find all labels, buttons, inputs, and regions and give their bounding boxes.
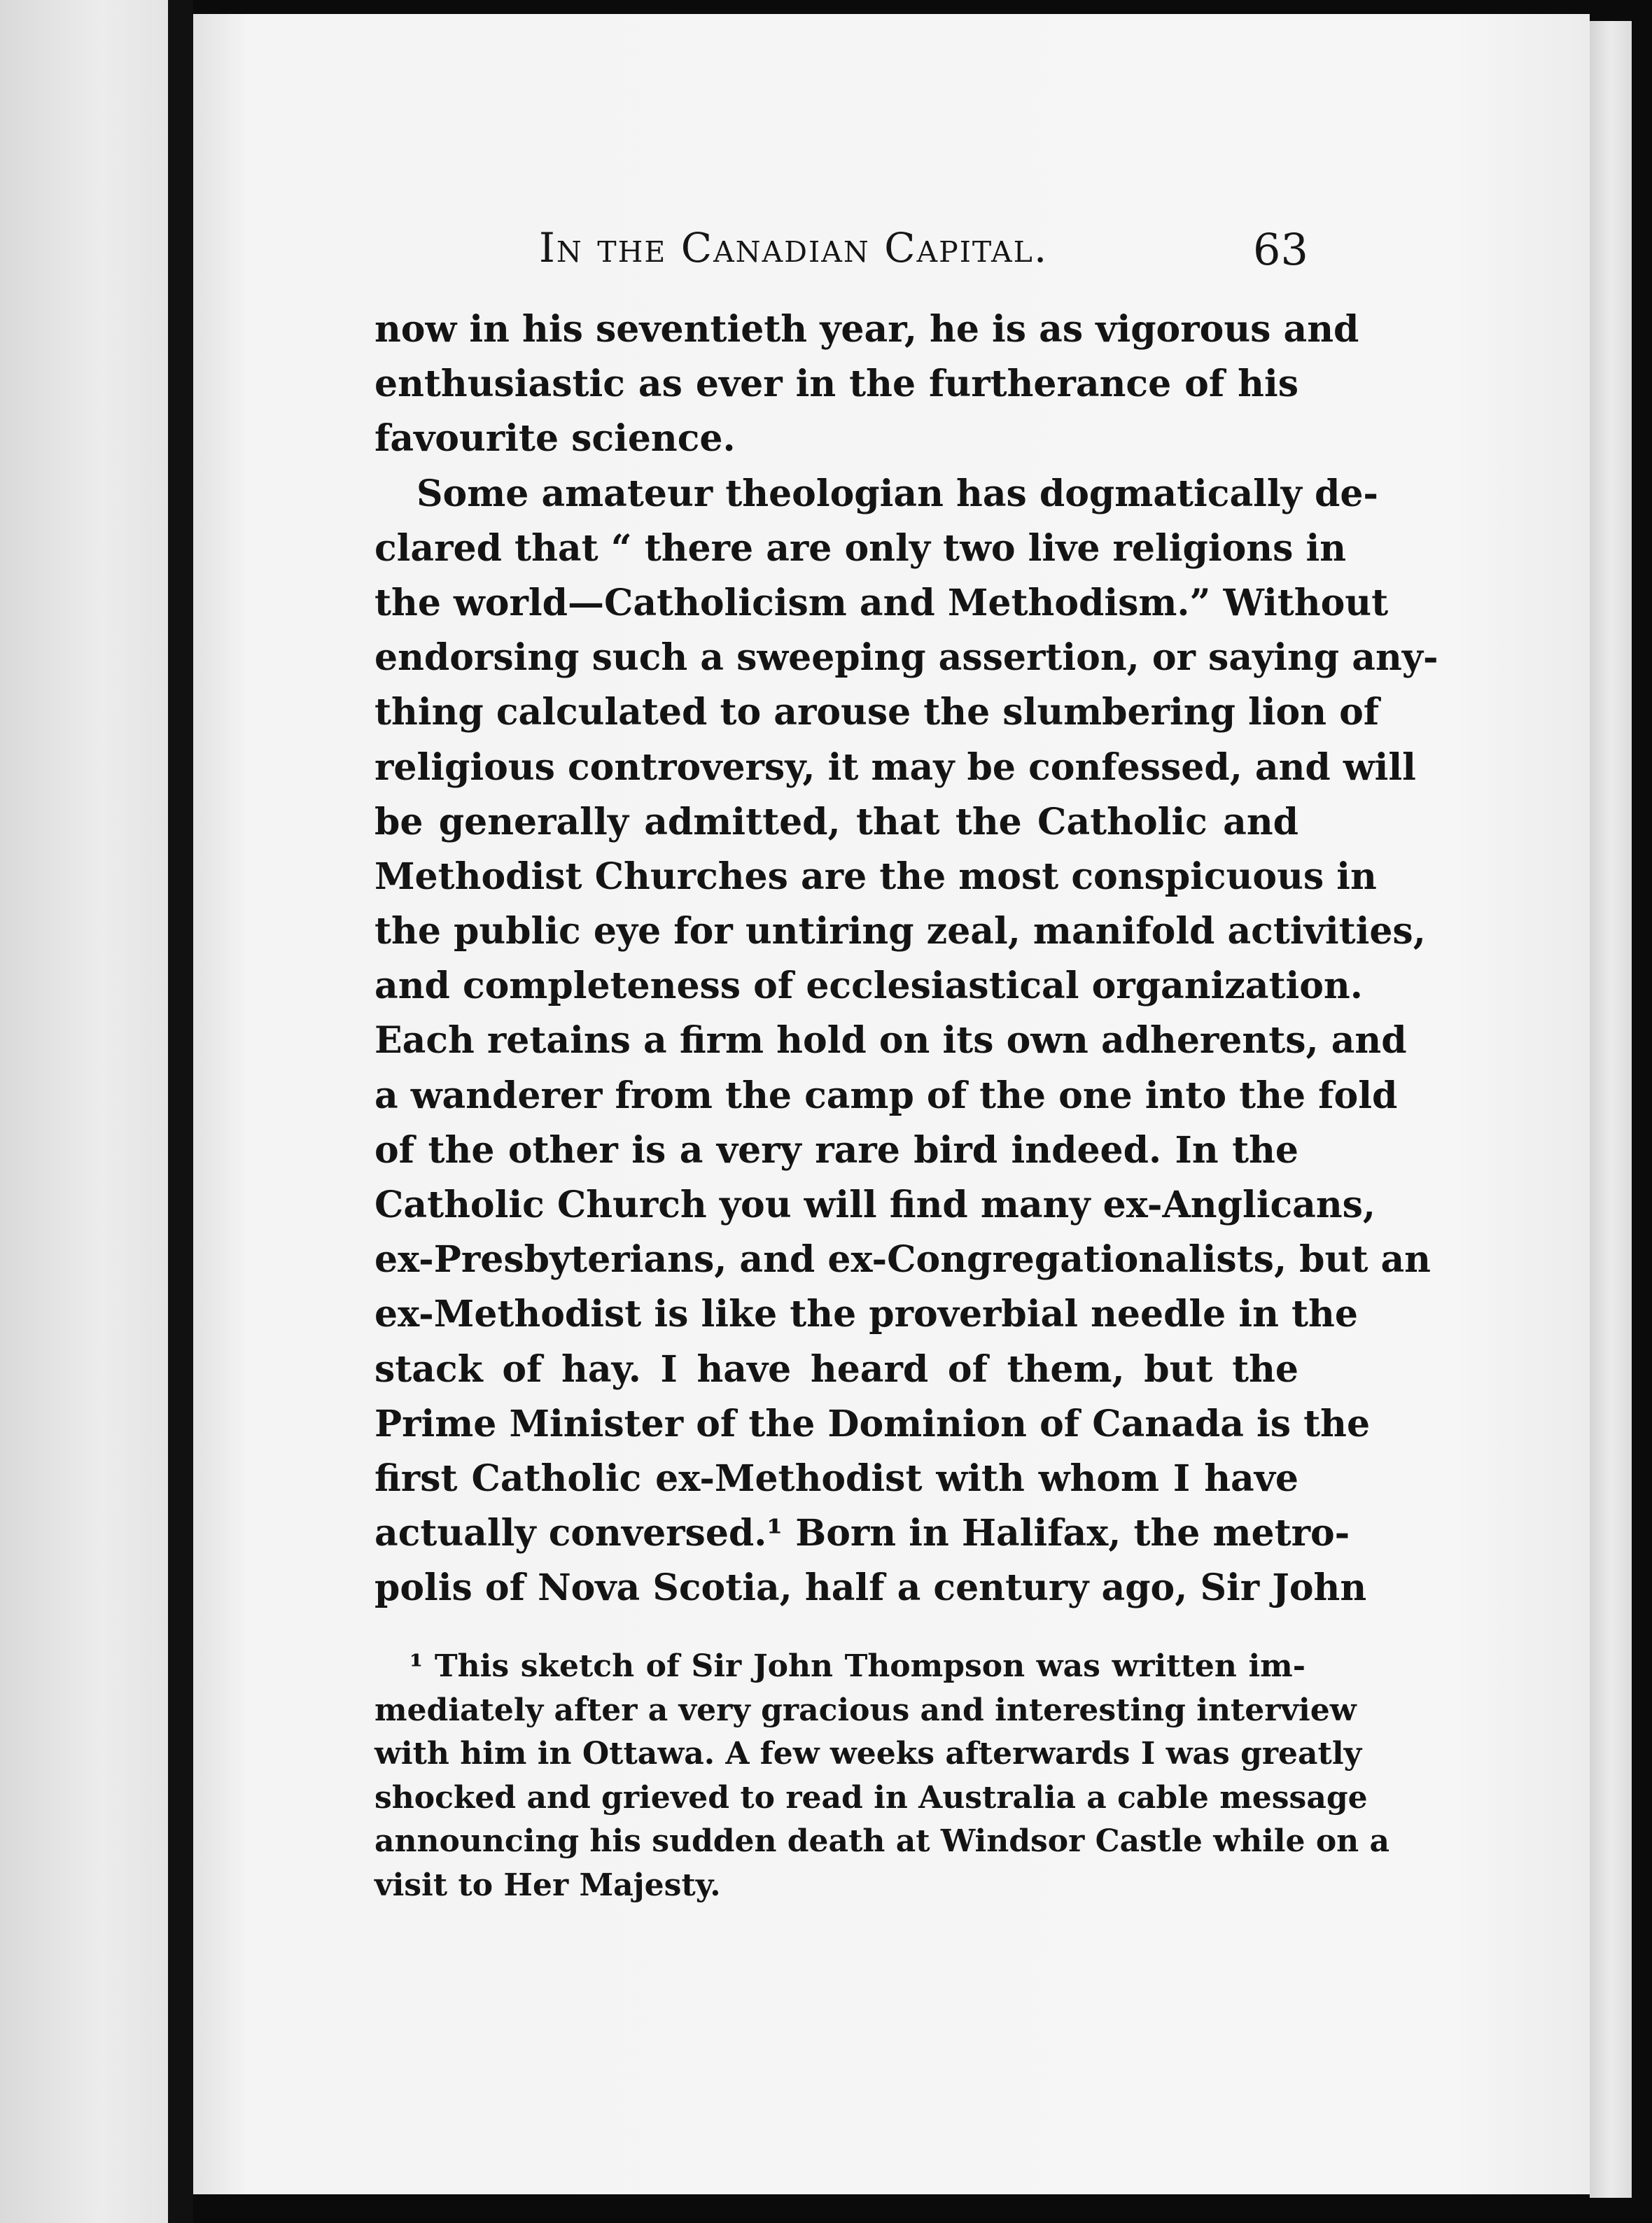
text-line: endorsing such a sweeping assertion, or saying any- [374,636,1438,680]
text-line: polis of Nova Scotia, half a century ago, Sir John [374,1566,1367,1610]
text-line: Prime Minister of the Dominion of Canada is the [374,1402,1371,1445]
text-line: Catholic Church you will find many ex-Anglicans, [374,1184,1376,1226]
text-line: Some amateur theologian has dogmatically de- [416,472,1378,515]
page-stack-edge [1590,21,1632,2198]
text-line: favourite science. [374,417,736,461]
text-line: Each retains a firm hold on its own adherents, and [374,1019,1407,1063]
text-line: enthusiastic as ever in the furtherance of his [374,363,1298,406]
text-line: be generally admitted, that the Catholic and [374,800,1298,843]
footnote-line: with him in Ottawa. A few weeks afterwards I was greatly [374,1736,1362,1772]
text-line: first Catholic ex-Methodist with whom I have [374,1457,1298,1500]
running-title: In the Canadian Capital. [539,224,1049,272]
footnote [374,1645,1390,1907]
text-line: the world—Catholicism and Methodism.” Without [374,581,1389,624]
text-line: thing calculated to arouse the slumbering lion of [374,691,1380,734]
footnote-line: mediately after a very gracious and interesting interview [374,1692,1357,1728]
footnote-line: visit to Her Majesty. [374,1867,721,1903]
facing-page-edge [0,0,168,2223]
text-line: religious controversy, it may be confessed, and will [374,745,1416,789]
running-head [0,224,1652,287]
text-line: of the other is a very rare bird indeed. In the [374,1128,1298,1172]
text-line: the public eye for untiring zeal, manifold activities, [374,910,1426,953]
footnote-line: announcing his sudden death at Windsor Castle while on a [374,1823,1390,1859]
body-text [374,302,1438,1616]
footnote-line: shocked and grieved to read in Australia a cable message [374,1779,1368,1816]
text-line: ex-Methodist is like the proverbial needle in the [374,1293,1358,1336]
book-spine-gutter [168,0,193,2223]
text-line: now in his seventieth year, he is as vigorous and [374,308,1359,351]
text-line: and completeness of ecclesiastical organization. [374,965,1363,1008]
text-line: actually conversed.¹ Born in Halifax, the metro- [374,1512,1350,1555]
text-line: clared that “ there are only two live religions in [374,526,1347,570]
text-line: ex-Presbyterians, and ex-Congregationalists, but an [374,1238,1431,1282]
footnote-line: ¹ This sketch of Sir John Thompson was written im- [410,1648,1306,1684]
text-line: stack of hay. I have heard of them, but the [374,1347,1298,1391]
text-line: a wanderer from the camp of the one into the fold [374,1074,1398,1117]
text-line: Methodist Churches are the most conspicuous in [374,855,1377,898]
page-number: 63 [1253,224,1308,275]
